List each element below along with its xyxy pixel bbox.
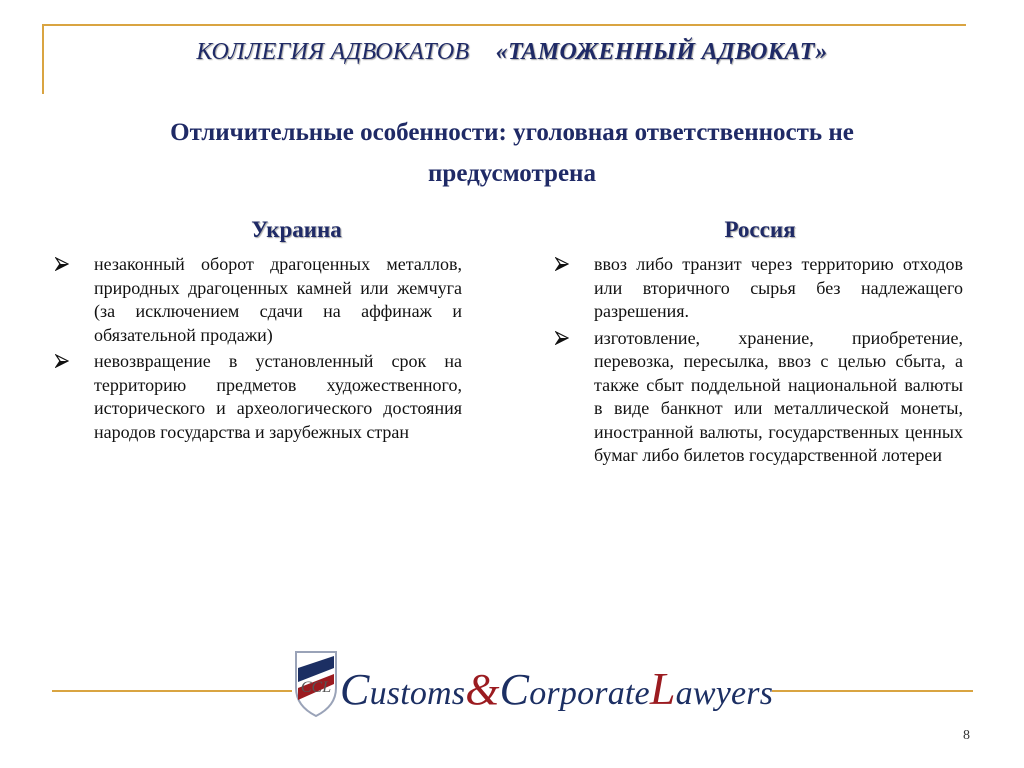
arrow-bullet-icon xyxy=(55,257,69,271)
logo-cap-c1: C xyxy=(340,665,370,714)
logo-word-customs: ustoms xyxy=(369,675,466,712)
ukraine-list xyxy=(55,253,462,447)
arrow-bullet-icon xyxy=(555,331,569,345)
footer-line-right xyxy=(763,690,973,692)
column-heading-ukraine xyxy=(55,217,538,243)
russia-list xyxy=(555,253,963,471)
list-item-text: незаконный оборот драгоценных металлов, природных драгоценных камней или жемчуга (за исключением сдачи на аффинаж и обязательной продажи) xyxy=(94,254,462,345)
footer-line-left xyxy=(52,690,297,692)
list-item xyxy=(555,327,963,468)
header-frame-top-line xyxy=(42,24,966,26)
arrow-bullet-icon xyxy=(555,257,569,271)
list-item-text: ввоз либо транзит через территорию отходов или вторичного сырья без надлежащего разрешения. xyxy=(594,254,963,321)
column-heading-russia xyxy=(550,217,970,243)
logo-ampersand: & xyxy=(465,665,500,714)
page-number: 8 xyxy=(963,728,970,743)
logo-word-lawyers: awyers xyxy=(675,675,774,712)
arrow-bullet-icon xyxy=(55,354,69,368)
header-title xyxy=(0,39,1024,66)
list-item xyxy=(555,253,963,324)
shield-logo-icon xyxy=(292,648,340,718)
logo-wordmark xyxy=(340,662,773,715)
list-item xyxy=(55,350,462,444)
list-item-text: изготовление, хранение, приобретение, перевозка, пересылка, ввоз с целью сбыта, а также сбыт поддельной национальной валюты в виде банкнот или металлической монеты, иностранной валюты, государственных ценных бумаг либо билетов государственной лотереи xyxy=(594,327,963,465)
logo-cap-l: L xyxy=(649,663,676,714)
column-heading-ukraine-text: Украина xyxy=(251,217,342,242)
header-brand-name: «ТАМОЖЕННЫЙ АДВОКАТ» xyxy=(495,39,828,65)
logo-monogram: CCL xyxy=(300,679,332,696)
header-org-name: КОЛЛЕГИЯ АДВОКАТОВ xyxy=(196,39,470,65)
slide-title-line-2: предусмотрена xyxy=(428,160,596,187)
logo-word-corporate: orporate xyxy=(529,675,650,712)
logo-cap-c2: C xyxy=(499,665,530,714)
company-logo xyxy=(292,648,772,718)
list-item-text: невозвращение в установленный срок на территорию предметов художественного, исторического и археологического достояния народов государства и зарубежных стран xyxy=(94,351,462,442)
slide-title xyxy=(60,112,964,194)
slide-title-line-1: Отличительные особенности: уголовная ответственность не xyxy=(170,119,854,146)
list-item xyxy=(55,253,462,347)
column-heading-russia-text: Россия xyxy=(724,217,796,242)
